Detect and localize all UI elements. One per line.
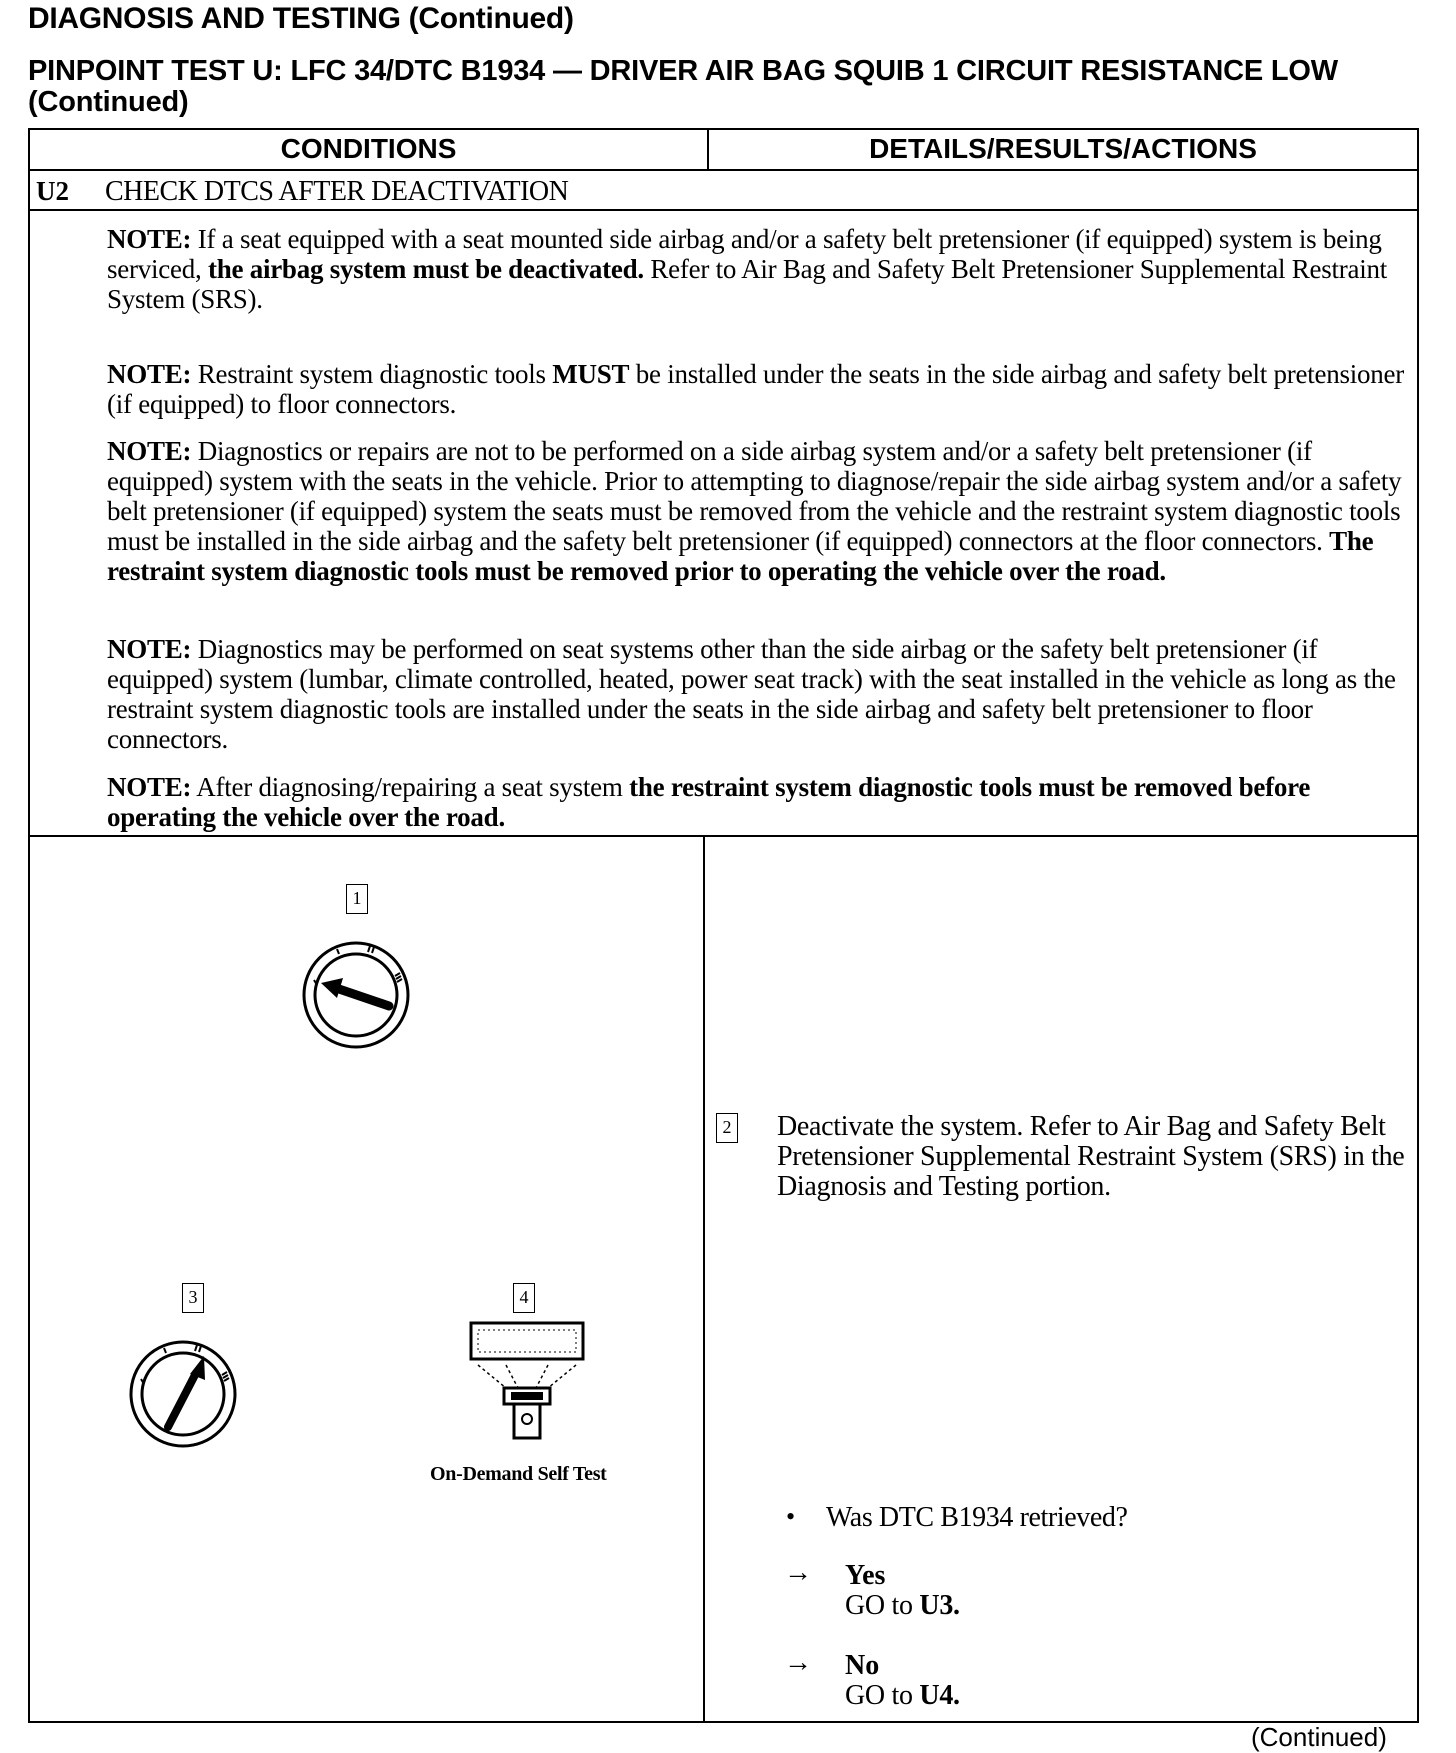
- step-number: U2: [36, 176, 69, 206]
- callout-2: 2: [716, 1113, 738, 1143]
- answer-yes: Yes: [845, 1560, 886, 1591]
- callout-4: 4: [513, 1283, 535, 1313]
- goto-text: GO to: [845, 1590, 920, 1621]
- note-label: NOTE:: [107, 436, 192, 466]
- callout-3: 3: [182, 1283, 204, 1313]
- bullet: •: [786, 1502, 796, 1531]
- note-text: Diagnostics may be performed on seat systems other than the side airbag or the safety belt pretensioner (if equipped) system (lumbar, climate controlled, heated, power seat track) with the seat installed in the vehicle as long as the restraint system diagnostic tools are installed under the seats in the side airbag and safety belt pretensioner to floor connectors.: [107, 634, 1396, 754]
- continued-label: (Continued): [1251, 1722, 1387, 1752]
- note-text: Diagnostics or repairs are not to be performed on a side airbag system and/or a safety belt pretensioner (if equipped) system with the seats in the vehicle. Prior to attempting to diagnose/repair the side airbag system and/or a safety belt pretensioner (if equipped) system the seats must be removed from the vehicle and the restraint system diagnostic tools must be installed in the side airbag and the safety belt pretensioner (if equipped) connectors at the floor connectors.: [107, 436, 1402, 556]
- note-bold-text: The restraint system diagnostic tools must be removed prior to operating the vehicle over the road.: [107, 526, 1374, 586]
- arrow-right-icon: →: [784, 1557, 812, 1588]
- scan-tool-icon: [466, 1320, 586, 1460]
- body-column-divider: [703, 835, 705, 1723]
- callout-1: 1: [346, 884, 368, 914]
- note-text: After diagnosing/repairing a seat system: [196, 772, 630, 802]
- goto-text: GO to: [845, 1680, 920, 1711]
- goto-no: [845, 1680, 960, 1712]
- ignition-switch-off-icon: [301, 940, 411, 1050]
- goto-yes: [845, 1590, 960, 1622]
- note-1: [107, 224, 1407, 314]
- ignition-switch-run-icon: [128, 1339, 238, 1449]
- note-label: NOTE:: [107, 359, 192, 389]
- page-title: DIAGNOSIS AND TESTING (Continued): [28, 2, 574, 35]
- note-bold-text: MUST: [552, 359, 630, 389]
- action-instruction: Deactivate the system. Refer to Air Bag and Safety Belt Pretensioner Supplemental Restraint System (SRS) in the Diagnosis and Testing portion.: [777, 1111, 1405, 1202]
- pinpoint-test-title: PINPOINT TEST U: LFC 34/DTC B1934 — DRIVER AIR BAG SQUIB 1 CIRCUIT RESISTANCE LOW (Continued): [28, 55, 1338, 118]
- note-3: [107, 436, 1407, 586]
- header-divider: [28, 169, 1419, 171]
- answer-no: No: [845, 1650, 880, 1681]
- arrow-right-icon: →: [784, 1647, 812, 1678]
- figure-caption: On-Demand Self Test: [430, 1463, 607, 1485]
- note-label: NOTE:: [107, 772, 192, 802]
- notes-divider: [28, 835, 1419, 837]
- note-label: NOTE:: [107, 634, 192, 664]
- note-4: [107, 634, 1407, 754]
- question-text: Was DTC B1934 retrieved?: [826, 1502, 1128, 1533]
- goto-target-u3[interactable]: U3.: [919, 1590, 960, 1621]
- note-2: [107, 359, 1407, 419]
- column-header-details: DETAILS/RESULTS/ACTIONS: [869, 133, 1257, 164]
- note-text: Refer to Air Bag and Safety Belt Pretensioner Supplemental Restraint System (SRS).: [107, 254, 1387, 314]
- step-title-divider: [28, 209, 1419, 211]
- note-text: be installed under the seats in the side airbag and safety belt pretensioner (if equipped) to floor connectors.: [107, 359, 1404, 419]
- column-header-conditions: CONDITIONS: [280, 133, 457, 164]
- note-bold-text: the restraint system diagnostic tools must be removed before operating the vehicle over the road.: [107, 772, 1311, 832]
- note-5: [107, 772, 1407, 832]
- step-title: CHECK DTCS AFTER DEACTIVATION: [105, 176, 569, 207]
- note-label: NOTE:: [107, 224, 192, 254]
- note-bold-text: the airbag system must be deactivated.: [207, 254, 644, 284]
- note-text: If a seat equipped with a seat mounted side airbag and/or a safety belt pretensioner (if equipped) system is being serviced,: [107, 224, 1382, 284]
- note-text: Restraint system diagnostic tools: [197, 359, 553, 389]
- goto-target-u4[interactable]: U4.: [919, 1680, 960, 1711]
